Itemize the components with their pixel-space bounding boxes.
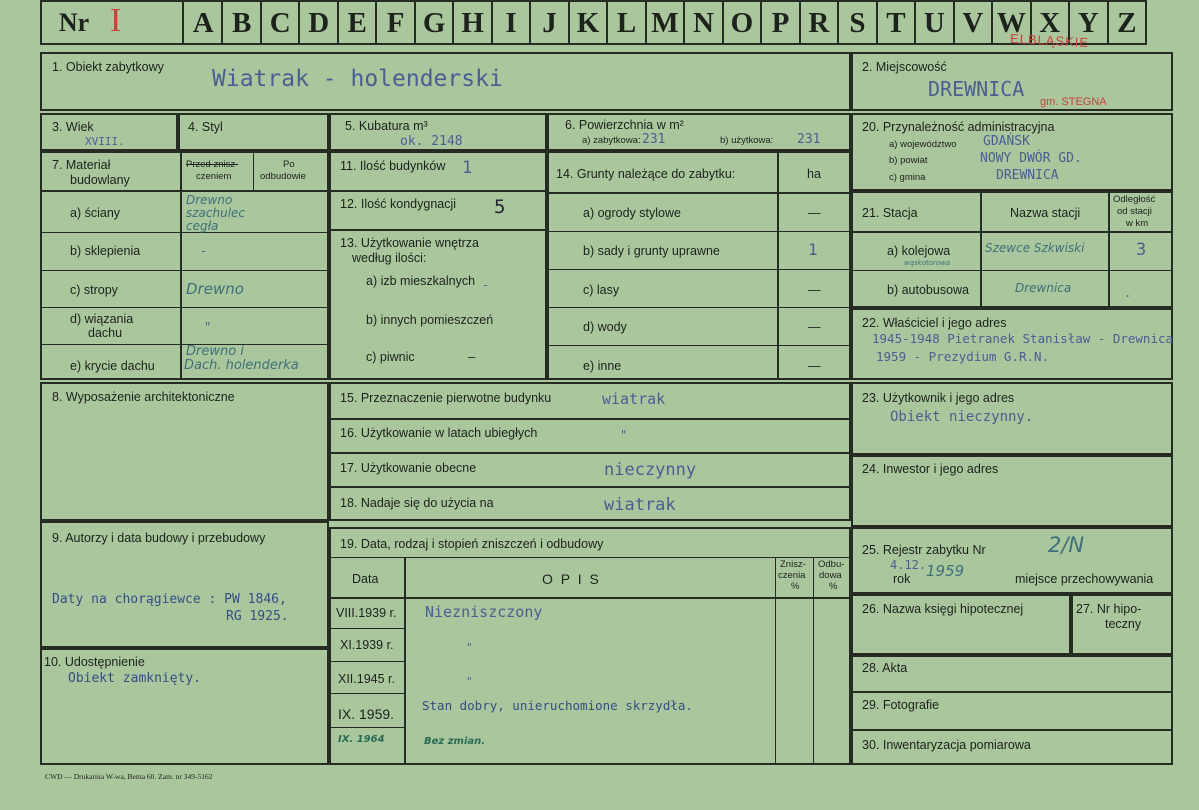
field-14-head-bottom (549, 192, 849, 194)
field-11-value: 1 (462, 158, 473, 178)
nr-label: Nr (58, 8, 90, 37)
index-letter-c: C (269, 7, 291, 39)
field-21-col-dist-1: Odległość (1113, 194, 1156, 205)
field-7-row-value: Drewno i (186, 344, 244, 359)
field-6-a-value: 231 (642, 132, 666, 147)
field-19-head-bottom (331, 597, 849, 599)
field-2-value: DREWNICA (928, 77, 1025, 101)
index-letter-l: L (616, 7, 637, 39)
field-23-label: 23. Użytkownik i jego adres (862, 391, 1015, 405)
field-19-row-date: VIII.1939 r. (336, 606, 397, 620)
index-letter-d: D (308, 7, 330, 39)
field-7-row-value: Dach. holenderka (184, 358, 299, 373)
field-15-value: wiatrak (602, 390, 666, 408)
field-19-col-rebuild-2: dowa (819, 570, 842, 581)
field-8-label: 8. Wyposażenie architektoniczne (52, 390, 235, 404)
field-7-row-rule (42, 307, 327, 308)
field-9-line-1: Daty na chorągiewce : PW 1846, (52, 592, 287, 607)
field-7-head-bottom (42, 190, 327, 192)
field-21-a-dist: 3 (1136, 240, 1147, 260)
field-6-label: 6. Powierzchnia w m² (565, 118, 684, 132)
field-7-before-2: czeniem (196, 171, 232, 182)
field-21-b-label: b) autobusowa (887, 283, 970, 297)
field-25-date-prefix: rok (893, 572, 911, 586)
field-18-label: 18. Nadaje się do użycia na (340, 496, 494, 510)
field-19-row-desc: " (466, 675, 473, 688)
field-1-value: Wiatrak - holenderski (212, 66, 503, 92)
field-19-row-rule (331, 693, 406, 694)
field-7-row-label: c) stropy (70, 283, 118, 297)
field-7-row-rule (42, 232, 327, 233)
field-19-row-rule (331, 727, 406, 728)
field-11-bottom (331, 190, 545, 192)
field-25-value: 2/N (1048, 533, 1085, 557)
field-26-label: 26. Nazwa księgi hipotecznej (862, 602, 1024, 616)
index-letter-k: K (576, 7, 600, 39)
field-7-head-rule (253, 153, 254, 190)
index-letter-s: S (849, 7, 866, 39)
field-14-label: 14. Grunty należące do zabytku: (556, 167, 736, 181)
field-7-label-2: budowlany (70, 173, 130, 187)
field-14-row-rule (549, 231, 849, 232)
field-20-b-value: NOWY DWÓR GD. (980, 151, 1082, 166)
field-19-row-desc: Niezniszczony (425, 603, 543, 621)
field-19-head-top (331, 557, 849, 558)
field-12-bottom (331, 229, 545, 231)
field-15-label: 15. Przeznaczenie pierwotne budynku (340, 391, 552, 405)
field-19-row-date: IX. 1959. (338, 706, 395, 722)
field-13-b-label: b) innych pomieszczeń (366, 313, 494, 327)
field-21-a-label: a) kolejowa (887, 244, 951, 258)
field-14-row-rule (549, 307, 849, 308)
field-24-label: 24. Inwestor i jego adres (862, 462, 999, 476)
field-22-line-2: 1959 - Prezydium G.R.N. (876, 349, 1050, 364)
printer-imprint: CWD — Drukarnia W-wa, Bema 60. Zam. nr 349-5162 (45, 772, 213, 781)
field-13-c-value: — (468, 350, 476, 364)
index-letter-m: M (651, 7, 679, 39)
field-20-a-value: GDAŃSK (983, 134, 1030, 149)
field-21-col-rule (980, 193, 982, 306)
field-6-b-label: b) użytkowa: (720, 135, 774, 146)
field-21-col-name: Nazwa stacji (1010, 206, 1081, 220)
field-7-row-value: - (200, 244, 208, 258)
field-19-row-date: IX. 1964 (338, 734, 385, 745)
field-19-col-damage-1: Znisz- (780, 559, 806, 570)
field-25-year: 1959 (926, 562, 965, 580)
field-19-col-rule (775, 557, 776, 763)
field-19-col-date: Data (352, 572, 379, 586)
index-letter-b: B (232, 7, 252, 39)
field-7-row-label: a) ściany (70, 206, 121, 220)
index-letter-f: F (386, 7, 405, 39)
field-27-label-1: 27. Nr hipo- (1076, 602, 1142, 616)
field-28-bottom (853, 691, 1171, 693)
index-letter-p: P (771, 7, 790, 39)
field-19-row-rule (331, 661, 406, 662)
index-letter-n: N (692, 7, 714, 39)
field-9-line-2: RG 1925. (226, 609, 289, 624)
field-21-col-dist-2: od stacji (1117, 206, 1152, 217)
field-20-b-label: b) powiat (889, 155, 928, 166)
field-17-bottom (331, 486, 849, 488)
field-19-col-rebuild-3: % (829, 581, 838, 592)
field-14-row-rule (549, 269, 849, 270)
field-14-unit: ha (807, 167, 821, 181)
field-6-b-value: 231 (797, 132, 821, 147)
field-14-row-label: d) wody (583, 320, 627, 334)
field-14-row-label: a) ogrody stylowe (583, 206, 681, 220)
field-14-row-value: 1 (808, 240, 818, 259)
field-25-date: 4.12. (890, 558, 927, 572)
region-stamp: ELBLĄSKIE (1009, 30, 1090, 51)
field-4-label: 4. Styl (188, 120, 223, 134)
field-6-a-label: a) zabytkowa: (582, 135, 641, 146)
field-20-c-label: c) gmina (889, 172, 926, 183)
field-21-b-dist: . (1124, 286, 1132, 300)
field-13-a-label: a) izb mieszkalnych (366, 274, 476, 288)
field-19-col-rebuild-1: Odbu- (818, 559, 845, 570)
field-21-b-name: Drewnica (1015, 281, 1072, 295)
field-12-value: 5 (494, 196, 506, 218)
field-17-label: 17. Użytkowanie obecne (340, 461, 477, 475)
index-letter-x: X (1039, 7, 1061, 39)
field-16-bottom (331, 452, 849, 454)
index-letter-i: I (505, 7, 517, 39)
field-19-row-desc: Stan dobry, unieruchomione skrzydła. (422, 698, 693, 713)
index-letter-g: G (422, 7, 446, 39)
field-5-value: ok. 2148 (400, 134, 463, 149)
field-10-label: 10. Udostępnienie (44, 655, 145, 669)
field-28-label: 28. Akta (862, 661, 908, 675)
field-29-label: 29. Fotografie (862, 698, 940, 712)
field-14-row-rule (549, 345, 849, 346)
index-letter-t: T (886, 7, 906, 39)
field-7-after-1: Po (283, 159, 295, 170)
field-12-label: 12. Ilość kondygnacji (340, 197, 457, 211)
field-7-label-1: 7. Materiał (52, 158, 111, 172)
field-16-value: " (620, 428, 628, 442)
field-14-row-value: — (808, 320, 821, 334)
fields-11-13-box (329, 151, 547, 380)
field-25-place-label: miejsce przechowywania (1015, 572, 1154, 586)
index-letter-j: J (542, 7, 557, 39)
index-letter-z: Z (1117, 7, 1137, 39)
field-19-box (329, 527, 851, 765)
index-letter-w: W (996, 7, 1026, 39)
index-letter-r: R (808, 7, 830, 39)
field-11-label: 11. Ilość budynków (340, 159, 446, 173)
field-5-label: 5. Kubatura m³ (345, 119, 428, 133)
field-7-row-rule (42, 344, 327, 345)
field-7-row-label: e) krycie dachu (70, 359, 155, 373)
field-7-row-value: szachulec (186, 206, 246, 220)
field-18-value: wiatrak (604, 495, 676, 515)
header-left-rule (40, 0, 42, 45)
field-19-row-desc: " (466, 641, 473, 654)
field-14-row-label: e) inne (583, 359, 622, 373)
field-19-col-rule (404, 557, 406, 763)
field-7-before-1: Przed znisz- (186, 159, 239, 170)
field-21-label: 21. Stacja (862, 206, 918, 220)
field-19-row-rule (331, 628, 406, 629)
index-letter-u: U (923, 7, 945, 39)
field-21-head-bottom (853, 231, 1171, 233)
field-15-bottom (331, 418, 849, 420)
index-letter-a: A (192, 7, 214, 39)
field-30-label: 30. Inwentaryzacja pomiarowa (862, 738, 1031, 752)
field-7-after-2: odbudowie (260, 171, 306, 182)
field-7-row-label: b) sklepienia (70, 244, 141, 258)
field-23-value: Obiekt nieczynny. (890, 409, 1034, 425)
field-19-row-desc: Bez zmian. (424, 736, 486, 747)
field-9-label: 9. Autorzy i data budowy i przebudowy (52, 531, 266, 545)
field-25-label: 25. Rejestr zabytku Nr (862, 543, 986, 557)
index-letter-o: O (730, 7, 754, 39)
field-19-row-date: XI.1939 r. (340, 638, 394, 652)
field-21-col-dist-3: w km (1126, 218, 1149, 229)
field-21-col-rule (1108, 193, 1110, 306)
index-letter-v: V (962, 7, 984, 39)
field-3-label: 3. Wiek (52, 120, 94, 134)
field-21-a-sub: wąskotorowa (904, 259, 951, 267)
field-13-label-1: 13. Użytkowanie wnętrza (340, 236, 479, 250)
index-letter-h: H (461, 7, 484, 39)
field-13-a-value: - (482, 278, 490, 292)
field-29-bottom (853, 729, 1171, 731)
field-19-row-date: XII.1945 r. (338, 672, 395, 686)
field-2-label: 2. Miejscowość (862, 60, 947, 74)
field-21-a-name: Szewce Szkwiski (985, 241, 1085, 255)
field-13-label-2: według ilości: (352, 251, 427, 265)
field-7-row-value: Drewno (186, 280, 244, 298)
field-3-value: XVIII. (85, 135, 125, 148)
field-19-col-damage-3: % (791, 581, 800, 592)
field-1-label: 1. Obiekt zabytkowy (52, 60, 164, 74)
field-21-row-rule (853, 270, 1171, 271)
field-7-row-value: cegła (186, 219, 219, 233)
field-7-row-label: dachu (88, 326, 123, 340)
field-14-row-value: — (808, 206, 821, 220)
field-14-row-value: — (808, 283, 821, 297)
index-letter-e: E (347, 7, 367, 39)
nr-value: I (110, 2, 122, 39)
field-14-row-value: — (808, 359, 821, 373)
field-7-row-label: d) wiązania (70, 312, 134, 326)
field-22-label: 22. Właściciel i jego adres (862, 316, 1007, 330)
field-10-value: Obiekt zamknięty. (68, 671, 202, 686)
field-19-col-desc: O P I S (542, 571, 601, 587)
field-22-line-1: 1945-1948 Pietranek Stanisław - Drewnica (872, 331, 1174, 346)
field-19-label: 19. Data, rodzaj i stopień zniszczeń i odbudowy (340, 537, 604, 551)
field-19-col-rule (813, 557, 814, 763)
field-7-row-value: " (204, 320, 212, 334)
index-letter-y: Y (1077, 7, 1099, 39)
field-7-row-rule (42, 270, 327, 271)
field-13-c-label: c) piwnic (366, 350, 415, 364)
field-7-row-value: Drewno (186, 193, 233, 207)
field-20-label: 20. Przynależność administracyjna (862, 120, 1055, 134)
field-2-note: gm. STEGNA (1040, 96, 1107, 108)
field-16-label: 16. Użytkowanie w latach ubiegłych (340, 426, 538, 440)
field-20-c-value: DREWNICA (996, 168, 1059, 183)
field-19-col-damage-2: czenia (778, 570, 806, 581)
field-27-label-2: teczny (1105, 617, 1142, 631)
field-14-row-label: b) sady i grunty uprawne (583, 244, 720, 258)
field-17-value: nieczynny (604, 460, 697, 480)
index-letter-divider (1145, 0, 1147, 45)
field-14-row-label: c) lasy (583, 283, 620, 297)
field-20-a-label: a) województwo (889, 139, 957, 150)
